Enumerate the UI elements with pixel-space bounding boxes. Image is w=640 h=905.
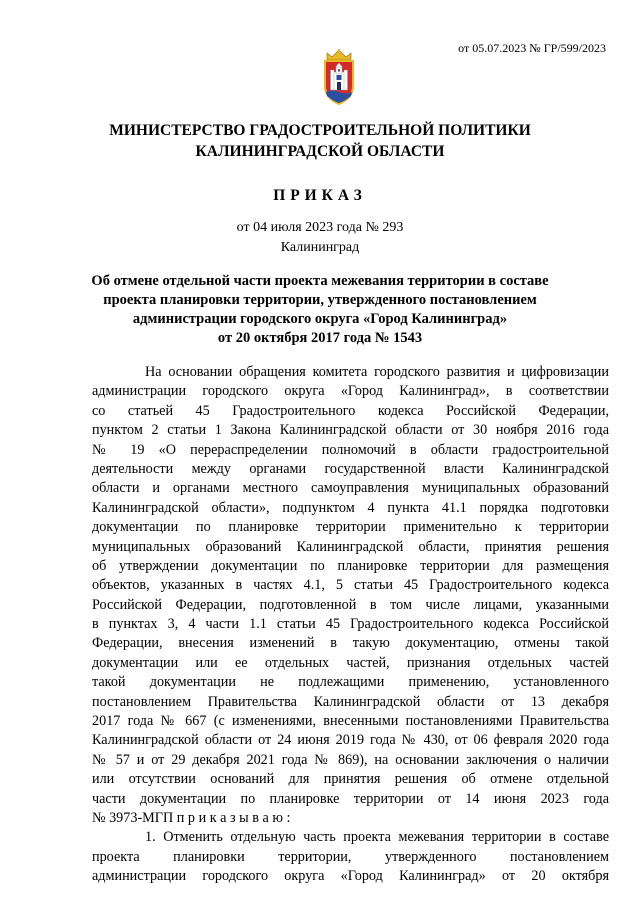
ministry-line-2: КАЛИНИНГРАДСКОЙ ОБЛАСТИ bbox=[195, 143, 445, 160]
body-line: в пунктах 3, 4 части 1.1 статьи 45 Градостроительного кодекса Российской bbox=[92, 616, 609, 633]
body-line: Российской Федерации, подготовленной в том числе лицами, указанными bbox=[92, 596, 609, 613]
body-line: проекта планировки территории, утвержденного постановлением bbox=[92, 848, 609, 865]
body-line: администрации городского округа «Город Калининград», в соответствии bbox=[92, 383, 609, 400]
body-line: администрации городского округа «Город Калининград» от 20 октября bbox=[92, 868, 609, 885]
ministry-line-1: МИНИСТЕРСТВО ГРАДОСТРОИТЕЛЬНОЙ ПОЛИТИКИ bbox=[109, 122, 531, 139]
body-line: На основании обращения комитета городского развития и цифровизации bbox=[145, 364, 609, 380]
body-line: Калининградской области от 24 июня 2019 года № 430, от 06 февраля 2020 года bbox=[92, 732, 609, 749]
body-line: постановлением Правительства Калининградской области от 13 декабря bbox=[92, 693, 609, 710]
body-line: 2017 года № 667 (с изменениями, внесенными постановлениями Правительства bbox=[92, 713, 609, 730]
order-subject bbox=[0, 272, 640, 348]
body-line: об утверждении документации по планировке территории для размещения bbox=[92, 557, 609, 574]
body-line: Федерации, внесения изменений в такую документацию, отмены такой bbox=[92, 635, 609, 652]
body-line: со статьей 45 Градостроительного кодекса Российской Федерации, bbox=[92, 402, 609, 419]
kaliningrad-coat-of-arms bbox=[315, 48, 363, 106]
body-line: объектов, указанных в частях 4.1, 5 статьи 45 Градостроительного кодекса bbox=[92, 577, 609, 594]
body-line: № 57 и от 29 декабря 2021 года № 869), на основании заключения о наличии bbox=[92, 751, 609, 768]
body-line: области и органами местного самоуправления муниципальных образований bbox=[92, 480, 609, 497]
subject-line: администрации городского округа «Город Калининград» bbox=[132, 311, 508, 327]
ministry-heading bbox=[0, 120, 640, 162]
body-line: 1. Отменить отдельную часть проекта межевания территории в составе bbox=[145, 829, 609, 846]
body-line: такой документации не подлежащими применению, установленного bbox=[92, 674, 609, 691]
reference-number: от 05.07.2023 № ГР/599/2023 bbox=[458, 41, 606, 55]
subject-line: проекта планировки территории, утвержденного постановлением bbox=[103, 292, 537, 308]
body-line: деятельности между органами государственной власти Калининградской bbox=[92, 460, 609, 477]
body-line: пунктом 2 статьи 1 Закона Калининградской области от 30 ноября 2016 года bbox=[92, 422, 609, 439]
subject-line: от 20 октября 2017 года № 1543 bbox=[217, 330, 423, 346]
subject-line: Об отмене отдельной части проекта межевания территории в составе bbox=[91, 273, 549, 289]
body-line: муниципальных образований Калининградской области, принятия решения bbox=[92, 538, 609, 555]
body-line: документации или ее отдельных частей, признания отдельных частей bbox=[92, 654, 609, 671]
body-line: Калининградской области», подпунктом 4 пункта 41.1 порядка подготовки bbox=[92, 499, 609, 516]
order-city: Калининград bbox=[280, 240, 360, 255]
order-body bbox=[92, 363, 609, 887]
body-line: № 3973-МГП п р и к а з ы в а ю : bbox=[92, 809, 291, 826]
body-line: части документации по планировке территории от 14 июня 2023 года bbox=[92, 790, 609, 807]
order-title: ПРИКАЗ bbox=[273, 187, 367, 204]
body-line: или отсутствии оснований для принятия решения об отмене отдельной bbox=[92, 771, 609, 788]
body-line: № 19 «О перераспределении полномочий в области градостроительной bbox=[92, 441, 609, 458]
order-date-line: от 04 июля 2023 года № 293 bbox=[236, 220, 404, 235]
body-line: документации по планировке территории применительно к территории bbox=[92, 519, 609, 536]
order-date-block bbox=[0, 218, 640, 258]
